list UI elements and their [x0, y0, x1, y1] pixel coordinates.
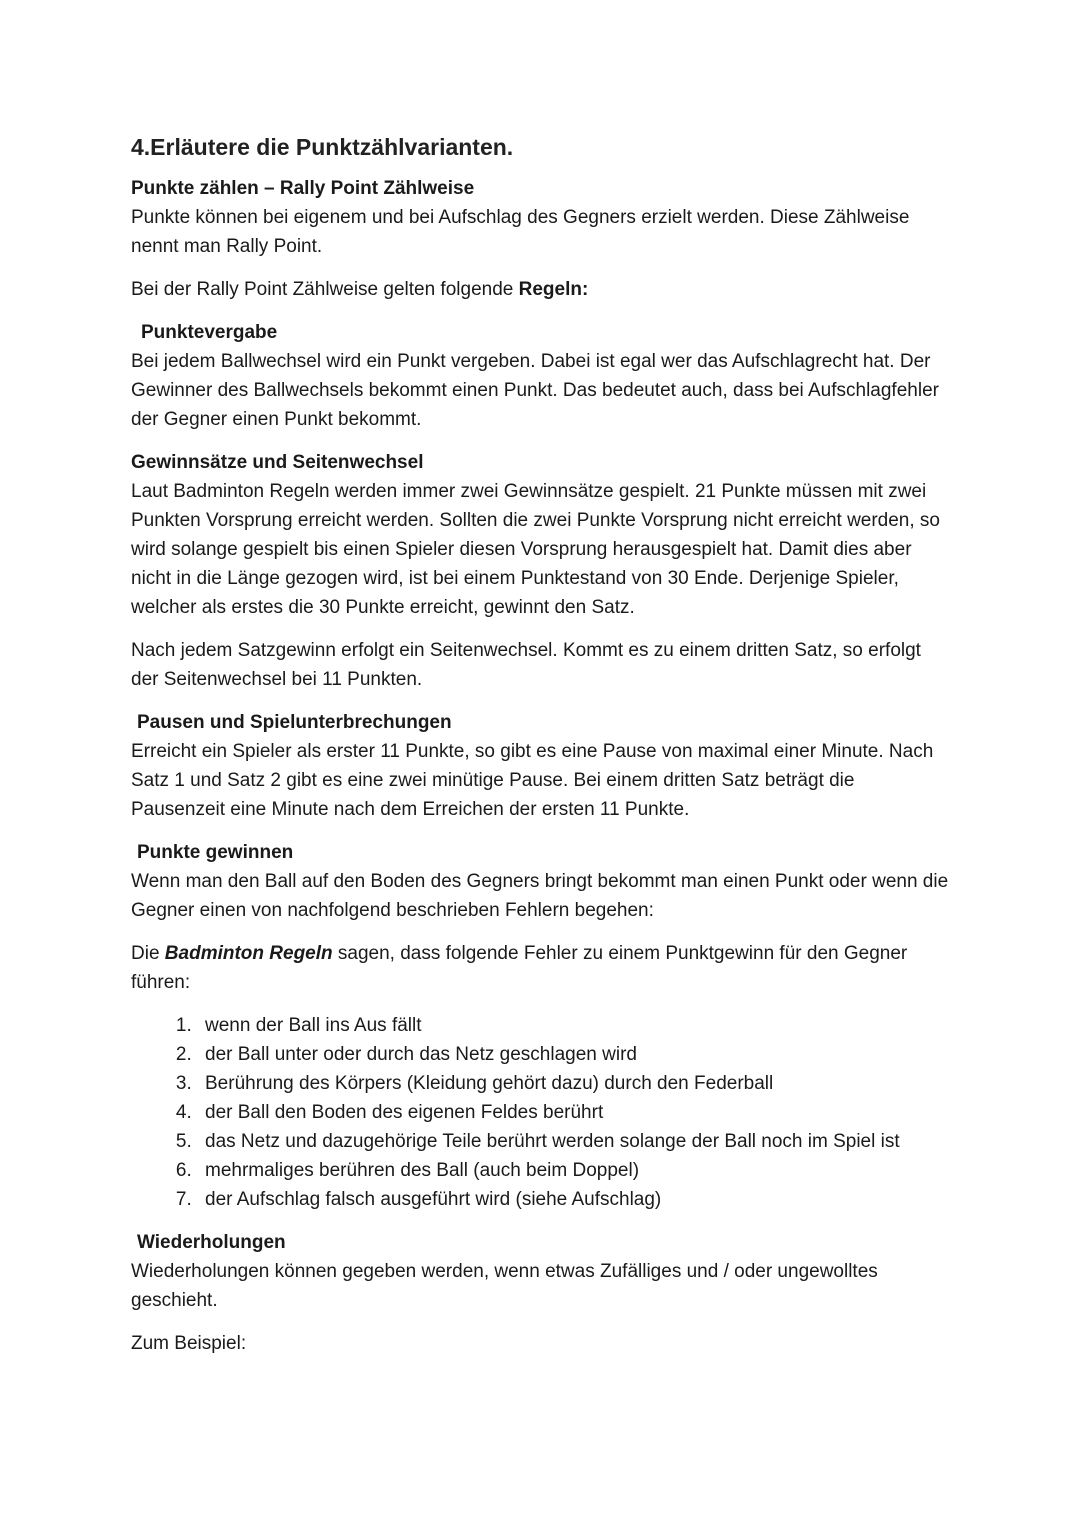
punkte-gewinnen-title: Punkte gewinnen — [137, 842, 294, 863]
regeln-before: Die — [131, 943, 165, 964]
regeln-text — [131, 939, 951, 997]
fehler-list — [131, 1011, 951, 1214]
fehler-item: 1. wenn der Ball ins Aus fällt — [197, 1011, 951, 1040]
fehler-item: 7. der Aufschlag falsch ausgeführt wird (siehe Aufschlag) — [197, 1185, 951, 1214]
punktevergabe-section — [131, 318, 951, 434]
pausen-section — [131, 708, 951, 824]
fehler-item: 2. der Ball unter oder durch das Netz geschlagen wird — [197, 1040, 951, 1069]
regeln-after: sagen, dass folgende Fehler zu einem Punktgewinn für den Gegner führen: — [131, 943, 908, 993]
wiederholungen-text: Wiederholungen können gegeben werden, wenn etwas Zufälliges und / oder ungewolltes geschieht. — [131, 1261, 878, 1311]
regeln-bold: Badminton Regeln — [164, 943, 333, 964]
rules-line — [131, 275, 951, 304]
intro-text: Punkte können bei eigenem und bei Aufschlag des Gegners erzielt werden. Diese Zählweise nennt man Rally Point. — [131, 207, 910, 257]
pausen-title: Pausen und Spielunterbrechungen — [137, 712, 452, 733]
document-heading: 4.Erläutere die Punktzählvarianten. — [131, 134, 514, 160]
gewinnsaetze-section — [131, 448, 951, 622]
example-label: Zum Beispiel: — [131, 1333, 247, 1354]
intro-section — [131, 174, 951, 261]
punktevergabe-text: Bei jedem Ballwechsel wird ein Punkt vergeben. Dabei ist egal wer das Aufschlagrecht hat. Der Gewinner des Ballwechsels bekommt einen Punkt. Das bedeutet auch, dass bei Aufschlagfehler der Gegner einen Punkt bekommt. — [131, 351, 939, 430]
rules-line-text: Bei der Rally Point Zählweise gelten folgende — [131, 279, 519, 300]
punktevergabe-title: Punktevergabe — [141, 322, 278, 343]
pausen-text: Erreicht ein Spieler als erster 11 Punkte, so gibt es eine Pause von maximal einer Minute. Nach Satz 1 und Satz 2 gibt es eine zwei minütige Pause. Bei einem dritten Satz beträgt die Pausenzeit eine Minute nach dem Erreichen der ersten 11 Punkte. — [131, 741, 934, 820]
wiederholungen-title: Wiederholungen — [137, 1232, 286, 1253]
wiederholungen-section — [131, 1228, 951, 1315]
gewinnsaetze-title: Gewinnsätze und Seitenwechsel — [131, 452, 424, 473]
punkte-gewinnen-section — [131, 838, 951, 925]
seitenwechsel-text: Nach jedem Satzgewinn erfolgt ein Seitenwechsel. Kommt es zu einem dritten Satz, so erfolgt der Seitenwechsel bei 11 Punkten. — [131, 640, 921, 690]
document-page — [131, 132, 951, 1372]
fehler-item: 6. mehrmaliges berühren des Ball (auch beim Doppel) — [197, 1156, 951, 1185]
gewinnsaetze-text: Laut Badminton Regeln werden immer zwei Gewinnsätze gespielt. 21 Punkte müssen mit zwei Punkten Vorsprung erreicht werden. Sollten die zwei Punkte Vorsprung nicht erreicht werden, so wird solange gespielt bis einen Spieler diesen Vorsprung herausgespielt hat. Damit dies aber nicht in die Länge gezogen wird, ist bei einem Punktestand von 30 Ende. Derjenige Spieler, welcher als erstes die 30 Punkte erreicht, gewinnt den Satz. — [131, 481, 941, 618]
punkte-gewinnen-text: Wenn man den Ball auf den Boden des Gegners bringt bekommt man einen Punkt oder wenn die Gegner einen von nachfolgend beschrieben Fehlern begehen: — [131, 871, 949, 921]
rules-line-bold: Regeln: — [518, 279, 589, 300]
fehler-item: 5. das Netz und dazugehörige Teile berührt werden solange der Ball noch im Spiel ist — [197, 1127, 951, 1156]
fehler-item: 4. der Ball den Boden des eigenen Feldes berührt — [197, 1098, 951, 1127]
intro-title: Punkte zählen – Rally Point Zählweise — [131, 178, 475, 199]
fehler-item: 3. Berührung des Körpers (Kleidung gehört dazu) durch den Federball — [197, 1069, 951, 1098]
